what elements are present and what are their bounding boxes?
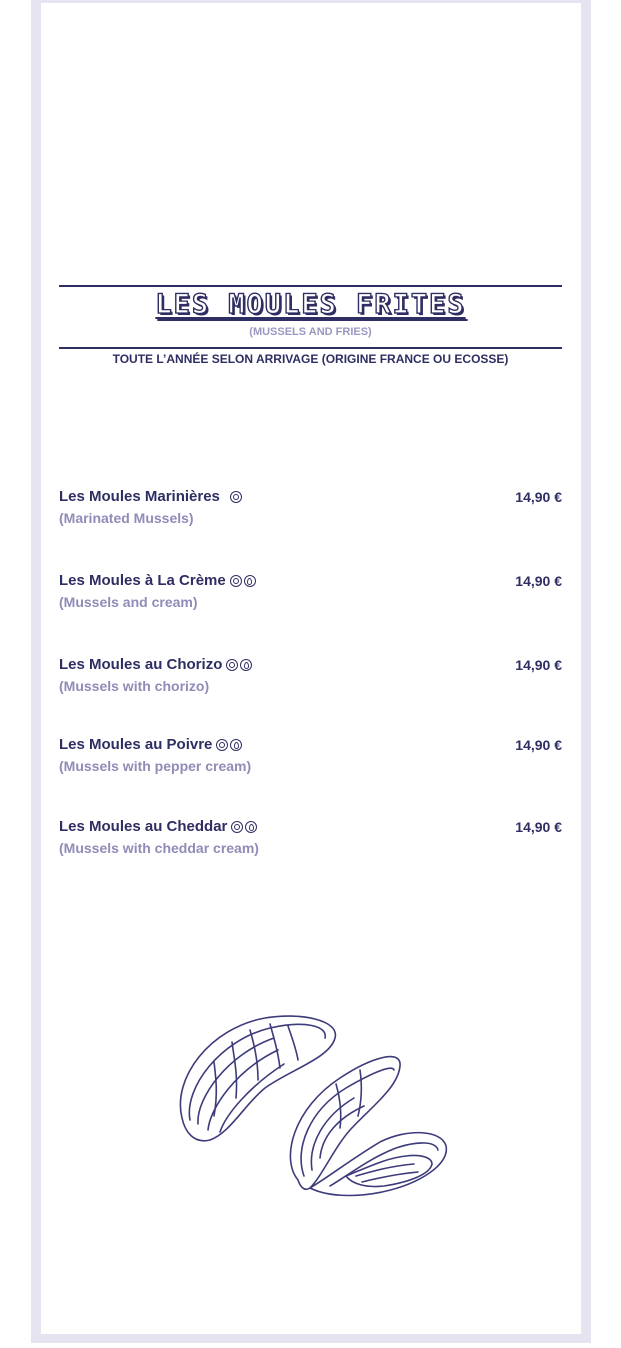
milk-allergen-icon [244,575,256,587]
menu-item-name: Les Moules au Poivre [59,736,213,753]
milk-allergen-icon [230,739,242,751]
bottom-rule [59,347,562,349]
menu-item [59,735,562,774]
section-title: LES MOULES FRITES [155,289,466,320]
menu-item-description: (Mussels with chorizo) [59,678,210,694]
menu-item-price: 14,90 € [515,573,562,589]
milk-allergen-icon [245,821,257,833]
menu-item-description: (Mussels and cream) [59,594,198,610]
menu-item-name-row [59,735,242,755]
shellfish-allergen-icon [226,659,238,671]
mussels-illustration [170,1008,455,1208]
menu-item-price: 14,90 € [515,489,562,505]
menu-item [59,571,562,610]
menu-item [59,817,562,856]
menu-item-price: 14,90 € [515,819,562,835]
availability-notice: TOUTE L’ANNÉE SELON ARRIVAGE (ORIGINE FRANCE OU ECOSSE) [112,352,509,366]
menu-item-name: Les Moules au Chorizo [59,656,223,673]
allergen-icons [216,739,242,751]
menu-item-name-row [59,655,252,675]
menu-item-description: (Mussels with pepper cream) [59,758,252,774]
menu-item-name-row [59,817,257,837]
shellfish-allergen-icon [230,575,242,587]
menu-item [59,655,562,694]
shellfish-allergen-icon [230,491,242,503]
section-subtitle: (MUSSELS AND FRIES) [249,326,372,338]
shellfish-allergen-icon [231,821,243,833]
menu-item-price: 14,90 € [515,657,562,673]
menu-item-name-row [59,571,256,591]
top-rule [59,285,562,287]
milk-allergen-icon [240,659,252,671]
allergen-icons [230,491,242,503]
menu-item-name: Les Moules Marinières [59,488,220,505]
menu-item-name: Les Moules au Cheddar [59,818,228,835]
allergen-icons [226,659,252,671]
menu-item-price: 14,90 € [515,737,562,753]
menu-item [59,487,562,526]
menu-item-description: (Marinated Mussels) [59,510,194,526]
menu-item-description: (Mussels with cheddar cream) [59,840,259,856]
allergen-icons [230,575,256,587]
menu-item-name-row [59,487,242,507]
menu-item-name: Les Moules à La Crème [59,572,226,589]
shellfish-allergen-icon [216,739,228,751]
allergen-icons [231,821,257,833]
